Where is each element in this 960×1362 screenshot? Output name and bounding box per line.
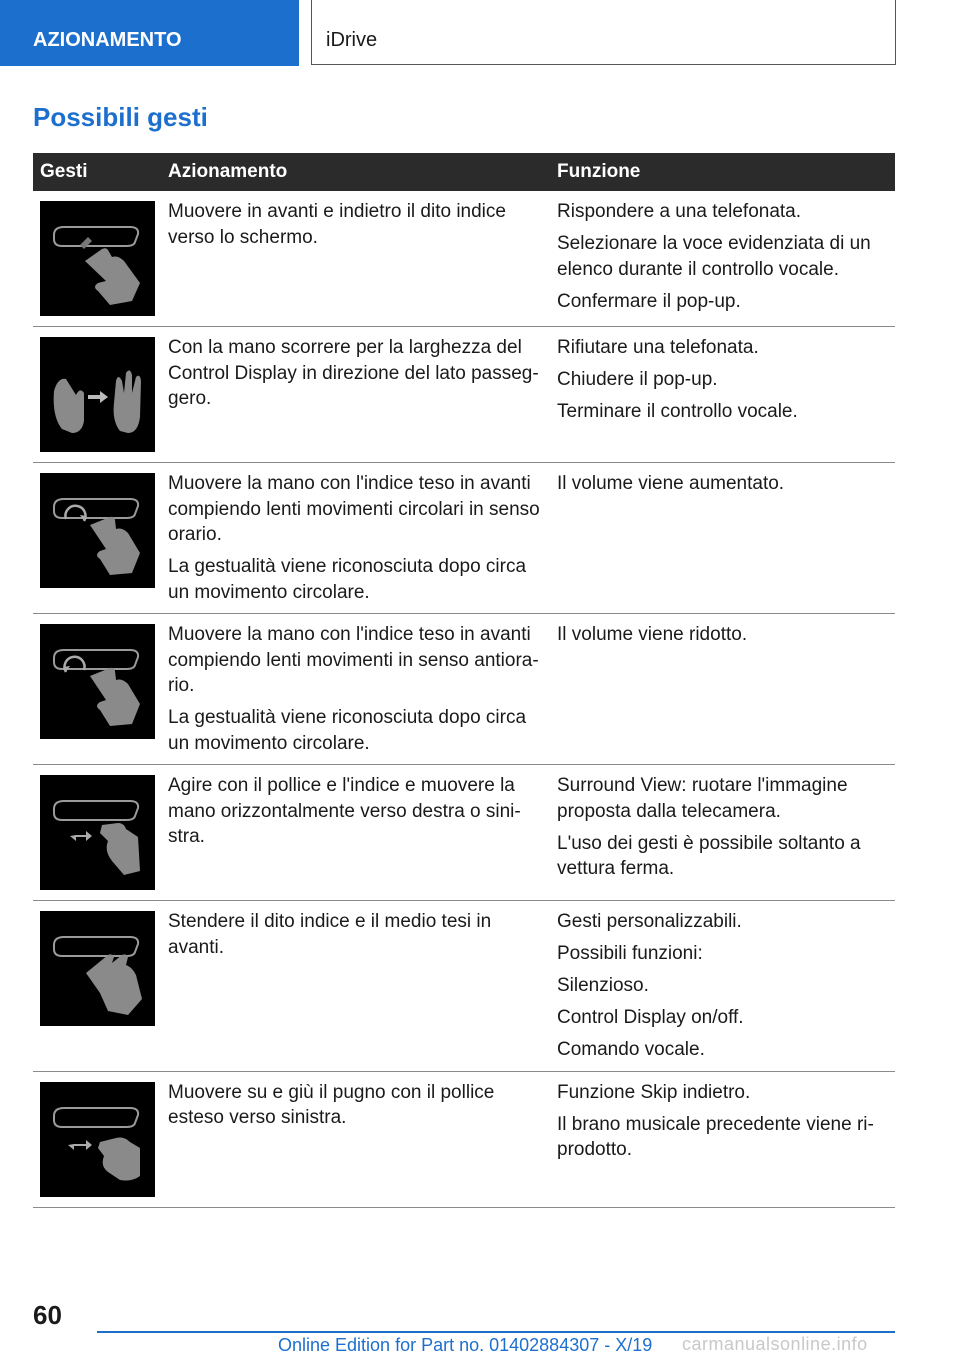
page-number: 60 [33,1300,62,1330]
funzione-cell [550,463,895,613]
funzione-text: Comando vocale. [557,1039,705,1060]
table-row [33,901,895,1072]
azionamento-text: Muovere in avanti e indietro il dito indice verso lo schermo. [168,201,506,248]
funzione-cell [550,614,895,764]
chapter-header: iDrive [311,0,896,65]
watermark: carmanualsonline.info [682,1334,868,1354]
column-header-gesti: Gesti [40,161,88,182]
gesture-cell [33,765,162,900]
azionamento-text: Muovere su e giù il pugno con il pollice esteso verso sinistra. [168,1081,495,1128]
funzione-text: Terminare il controllo vocale. [557,401,798,422]
funzione-cell [550,901,895,1071]
funzione-text: Control Display on/off. [557,1007,744,1028]
funzione-text: Chiudere il pop-up. [557,369,718,390]
azionamento-text: La gestualità viene riconosciuta dopo circa un movimento circolare. [168,556,527,603]
azionamento-text: Con la mano scorrere per la larghezza del Control Display in direzione del lato passeg-gero. [168,337,539,409]
finger-tap-icon [40,201,155,316]
funzione-text: Possibili funzioni: [557,943,703,964]
funzione-text: L'uso dei gesti è possibile soltanto a vettura ferma. [557,832,861,879]
funzione-cell [550,765,895,900]
funzione-text: Rifiutare una telefonata. [557,337,759,358]
azionamento-cell [162,463,550,613]
edition-note: Online Edition for Part no. 01402884307 - X/19 [278,1335,653,1355]
funzione-cell [550,1072,895,1207]
footer-divider [97,1331,895,1333]
funzione-text: Rispondere a una telefonata. [557,201,802,222]
azionamento-text: Agire con il pollice e l'indice e muovere la mano orizzontalmente verso destra o sini-stra. [168,775,521,847]
gesture-cell [33,1072,162,1207]
azionamento-cell [162,327,550,462]
funzione-text: Silenzioso. [557,975,649,996]
table-row [33,1072,895,1208]
funzione-text: Surround View: ruotare l'immagine proposta dalla telecamera. [557,775,848,822]
azionamento-cell [162,765,550,900]
funzione-text: Selezionare la voce evidenziata di un elenco durante il controllo vocale. [557,233,871,280]
azionamento-cell [162,614,550,764]
azionamento-cell [162,901,550,1071]
funzione-text: Il volume viene ridotto. [557,624,748,645]
azionamento-text: La gestualità viene riconosciuta dopo circa un movimento circolare. [168,707,527,754]
table-row [33,463,895,614]
table-body [33,191,895,1208]
azionamento-cell [162,191,550,326]
section-tab: AZIONAMENTO [0,0,299,66]
column-header-funzione: Funzione [557,161,641,182]
gesture-cell [33,327,162,462]
gesture-cell [33,901,162,1071]
funzione-text: Confermare il pop-up. [557,290,741,312]
table-row [33,327,895,463]
gesture-table [33,153,895,1208]
table-row [33,765,895,901]
hand-swipe-icon [40,337,155,452]
azionamento-text: Stendere il dito indice e il medio tesi in avanti. [168,911,492,958]
azionamento-cell [162,1072,550,1207]
gesture-cell [33,463,162,613]
column-header-azionamento: Azionamento [168,161,288,182]
two-fingers-icon [40,911,155,1026]
funzione-text: Gesti personalizzabili. [557,911,742,932]
table-row [33,191,895,327]
funzione-text: Il brano musicale precedente viene ri-prodotto. [557,1113,874,1160]
funzione-cell [550,191,895,326]
table-header-row [33,153,895,191]
funzione-cell [550,327,895,462]
finger-circle-clockwise-icon [40,473,155,588]
page-title: Possibili gesti [33,102,208,132]
pinch-swipe-icon [40,775,155,890]
fist-thumb-icon [40,1082,155,1197]
gesture-cell [33,191,162,326]
funzione-text: Il volume viene aumentato. [557,473,785,494]
funzione-text: Funzione Skip indietro. [557,1081,751,1103]
gesture-cell [33,614,162,764]
azionamento-text: Muovere la mano con l'indice teso in avanti compiendo lenti movimenti circolari in senso orario. [168,473,540,545]
azionamento-text: Muovere la mano con l'indice teso in avanti compiendo lenti movimenti in senso antiora-rio. [168,624,539,696]
finger-circle-counterclockwise-icon [40,624,155,739]
table-row [33,614,895,765]
